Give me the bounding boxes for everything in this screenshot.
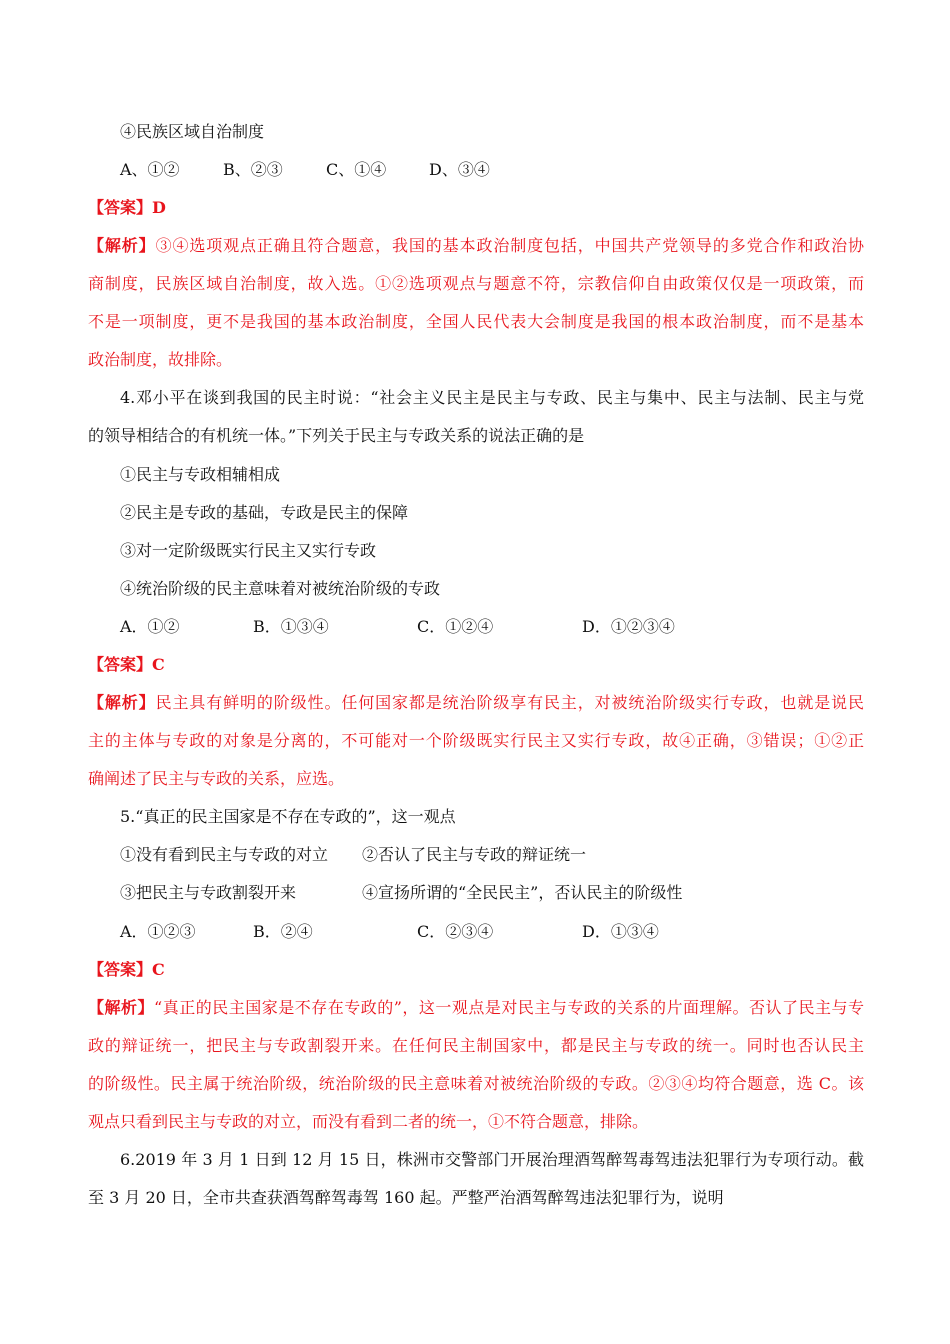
analysis-tag: 【解析】 bbox=[88, 236, 156, 255]
q5-stem: 5.“真正的民主国家是不存在专政的”，这一观点 bbox=[120, 807, 456, 826]
q3-choice-d: D、③④ bbox=[429, 160, 490, 179]
analysis-tag: 【解析】 bbox=[88, 998, 155, 1017]
q5-option-2: ②否认了民主与专政的辩证统一 bbox=[362, 845, 587, 864]
q5-analysis-line-2: 政的辩证统一，把民主与专政割裂开来。在任何民主制国家中，都是民主与专政的统一。同时也否认民主 bbox=[88, 1036, 864, 1055]
answer-tag: 【答案】 bbox=[88, 198, 153, 217]
answer-letter: D bbox=[152, 198, 166, 217]
q4-option-3: ③对一定阶级既实行民主又实行专政 bbox=[120, 541, 377, 560]
q5-choice-a: A．①②③ bbox=[120, 922, 196, 941]
q3-analysis-line-1: 【解析】③④选项观点正确且符合题意，我国的基本政治制度包括，中国共产党领导的多党合作和政治协 bbox=[88, 236, 864, 255]
q5-options-row-2 bbox=[120, 883, 682, 903]
q5-analysis-line-1: 【解析】“真正的民主国家是不存在专政的”，这一观点是对民主与专政的关系的片面理解。否认了民主与专 bbox=[88, 998, 864, 1017]
q3-choices bbox=[120, 160, 490, 180]
q5-options-row-1 bbox=[120, 845, 586, 865]
q4-choice-a: A．①② bbox=[120, 617, 180, 636]
q3-choice-c: C、①④ bbox=[326, 160, 387, 179]
q3-analysis-line-2: 商制度，民族区域自治制度，故入选。①②选项观点与题意不符，宗教信仰自由政策仅仅是一项政策，而 bbox=[88, 274, 864, 293]
q4-stem-line-1: 4.邓小平在谈到我国的民主时说：“社会主义民主是民主与专政、民主与集中、民主与法制、民主与党 bbox=[120, 388, 864, 407]
q4-option-2: ②民主是专政的基础，专政是民主的保障 bbox=[120, 503, 409, 522]
answer-tag: 【答案】 bbox=[88, 655, 153, 674]
q3-answer bbox=[88, 198, 166, 218]
q5-option-1: ①没有看到民主与专政的对立 bbox=[120, 845, 329, 864]
q5-choices bbox=[120, 922, 659, 942]
q3-choice-b: B、②③ bbox=[223, 160, 283, 179]
q6-stem-line-1: 6.2019 年 3 月 1 日到 12 月 15 日，株洲市交警部门开展治理酒驾醉驾毒驾违法犯罪行为专项行动。截 bbox=[120, 1150, 864, 1169]
q5-choice-d: D．①③④ bbox=[582, 922, 659, 941]
q4-answer bbox=[88, 655, 165, 675]
q4-analysis-line-3: 确阐述了民主与专政的关系，应选。 bbox=[88, 769, 345, 788]
q4-analysis-line-1: 【解析】民主具有鲜明的阶级性。任何国家都是统治阶级享有民主，对被统治阶级实行专政，也就是说民 bbox=[88, 693, 864, 712]
q5-choice-b: B．②④ bbox=[253, 922, 313, 941]
q3-option-4: ④民族区域自治制度 bbox=[120, 122, 265, 141]
q5-option-3: ③把民主与专政割裂开来 bbox=[120, 883, 297, 902]
q6-stem-line-2: 至 3 月 20 日，全市共查获酒驾醉驾毒驾 160 起。严整严治酒驾醉驾违法犯罪行为，说明 bbox=[88, 1188, 724, 1207]
q5-analysis-line-4: 观点只看到民主与专政的对立，而没有看到二者的统一，①不符合题意，排除。 bbox=[88, 1112, 649, 1131]
q5-choice-c: C．②③④ bbox=[417, 922, 494, 941]
q4-choice-d: D．①②③④ bbox=[582, 617, 675, 636]
q4-choices bbox=[120, 617, 675, 637]
q4-choice-b: B．①③④ bbox=[253, 617, 329, 636]
q5-analysis-line-3: 的阶级性。民主属于统治阶级，统治阶级的民主意味着对被统治阶级的专政。②③④均符合题意，选 C。该 bbox=[88, 1074, 864, 1093]
answer-letter: C bbox=[152, 960, 165, 979]
q4-stem-line-2: 的领导相结合的有机统一体。”下列关于民主与专政关系的说法正确的是 bbox=[88, 426, 585, 445]
analysis-tag: 【解析】 bbox=[88, 693, 156, 712]
q5-answer bbox=[88, 960, 165, 980]
q3-choice-a: A、①② bbox=[120, 160, 180, 179]
q4-choice-c: C．①②④ bbox=[417, 617, 494, 636]
q3-analysis-line-3: 不是一项制度，更不是我国的基本政治制度，全国人民代表大会制度是我国的根本政治制度，而不是基本 bbox=[88, 312, 864, 331]
answer-letter: C bbox=[152, 655, 165, 674]
q4-analysis-line-2: 主的主体与专政的对象是分离的，不可能对一个阶级既实行民主又实行专政，故④正确，③错误；①②正 bbox=[88, 731, 864, 750]
q4-option-1: ①民主与专政相辅相成 bbox=[120, 465, 281, 484]
q5-option-4: ④宣扬所谓的“全民民主”，否认民主的阶级性 bbox=[362, 883, 683, 902]
q3-analysis-line-4: 政治制度，故排除。 bbox=[88, 350, 233, 369]
q4-option-4: ④统治阶级的民主意味着对被统治阶级的专政 bbox=[120, 579, 441, 598]
answer-tag: 【答案】 bbox=[88, 960, 153, 979]
